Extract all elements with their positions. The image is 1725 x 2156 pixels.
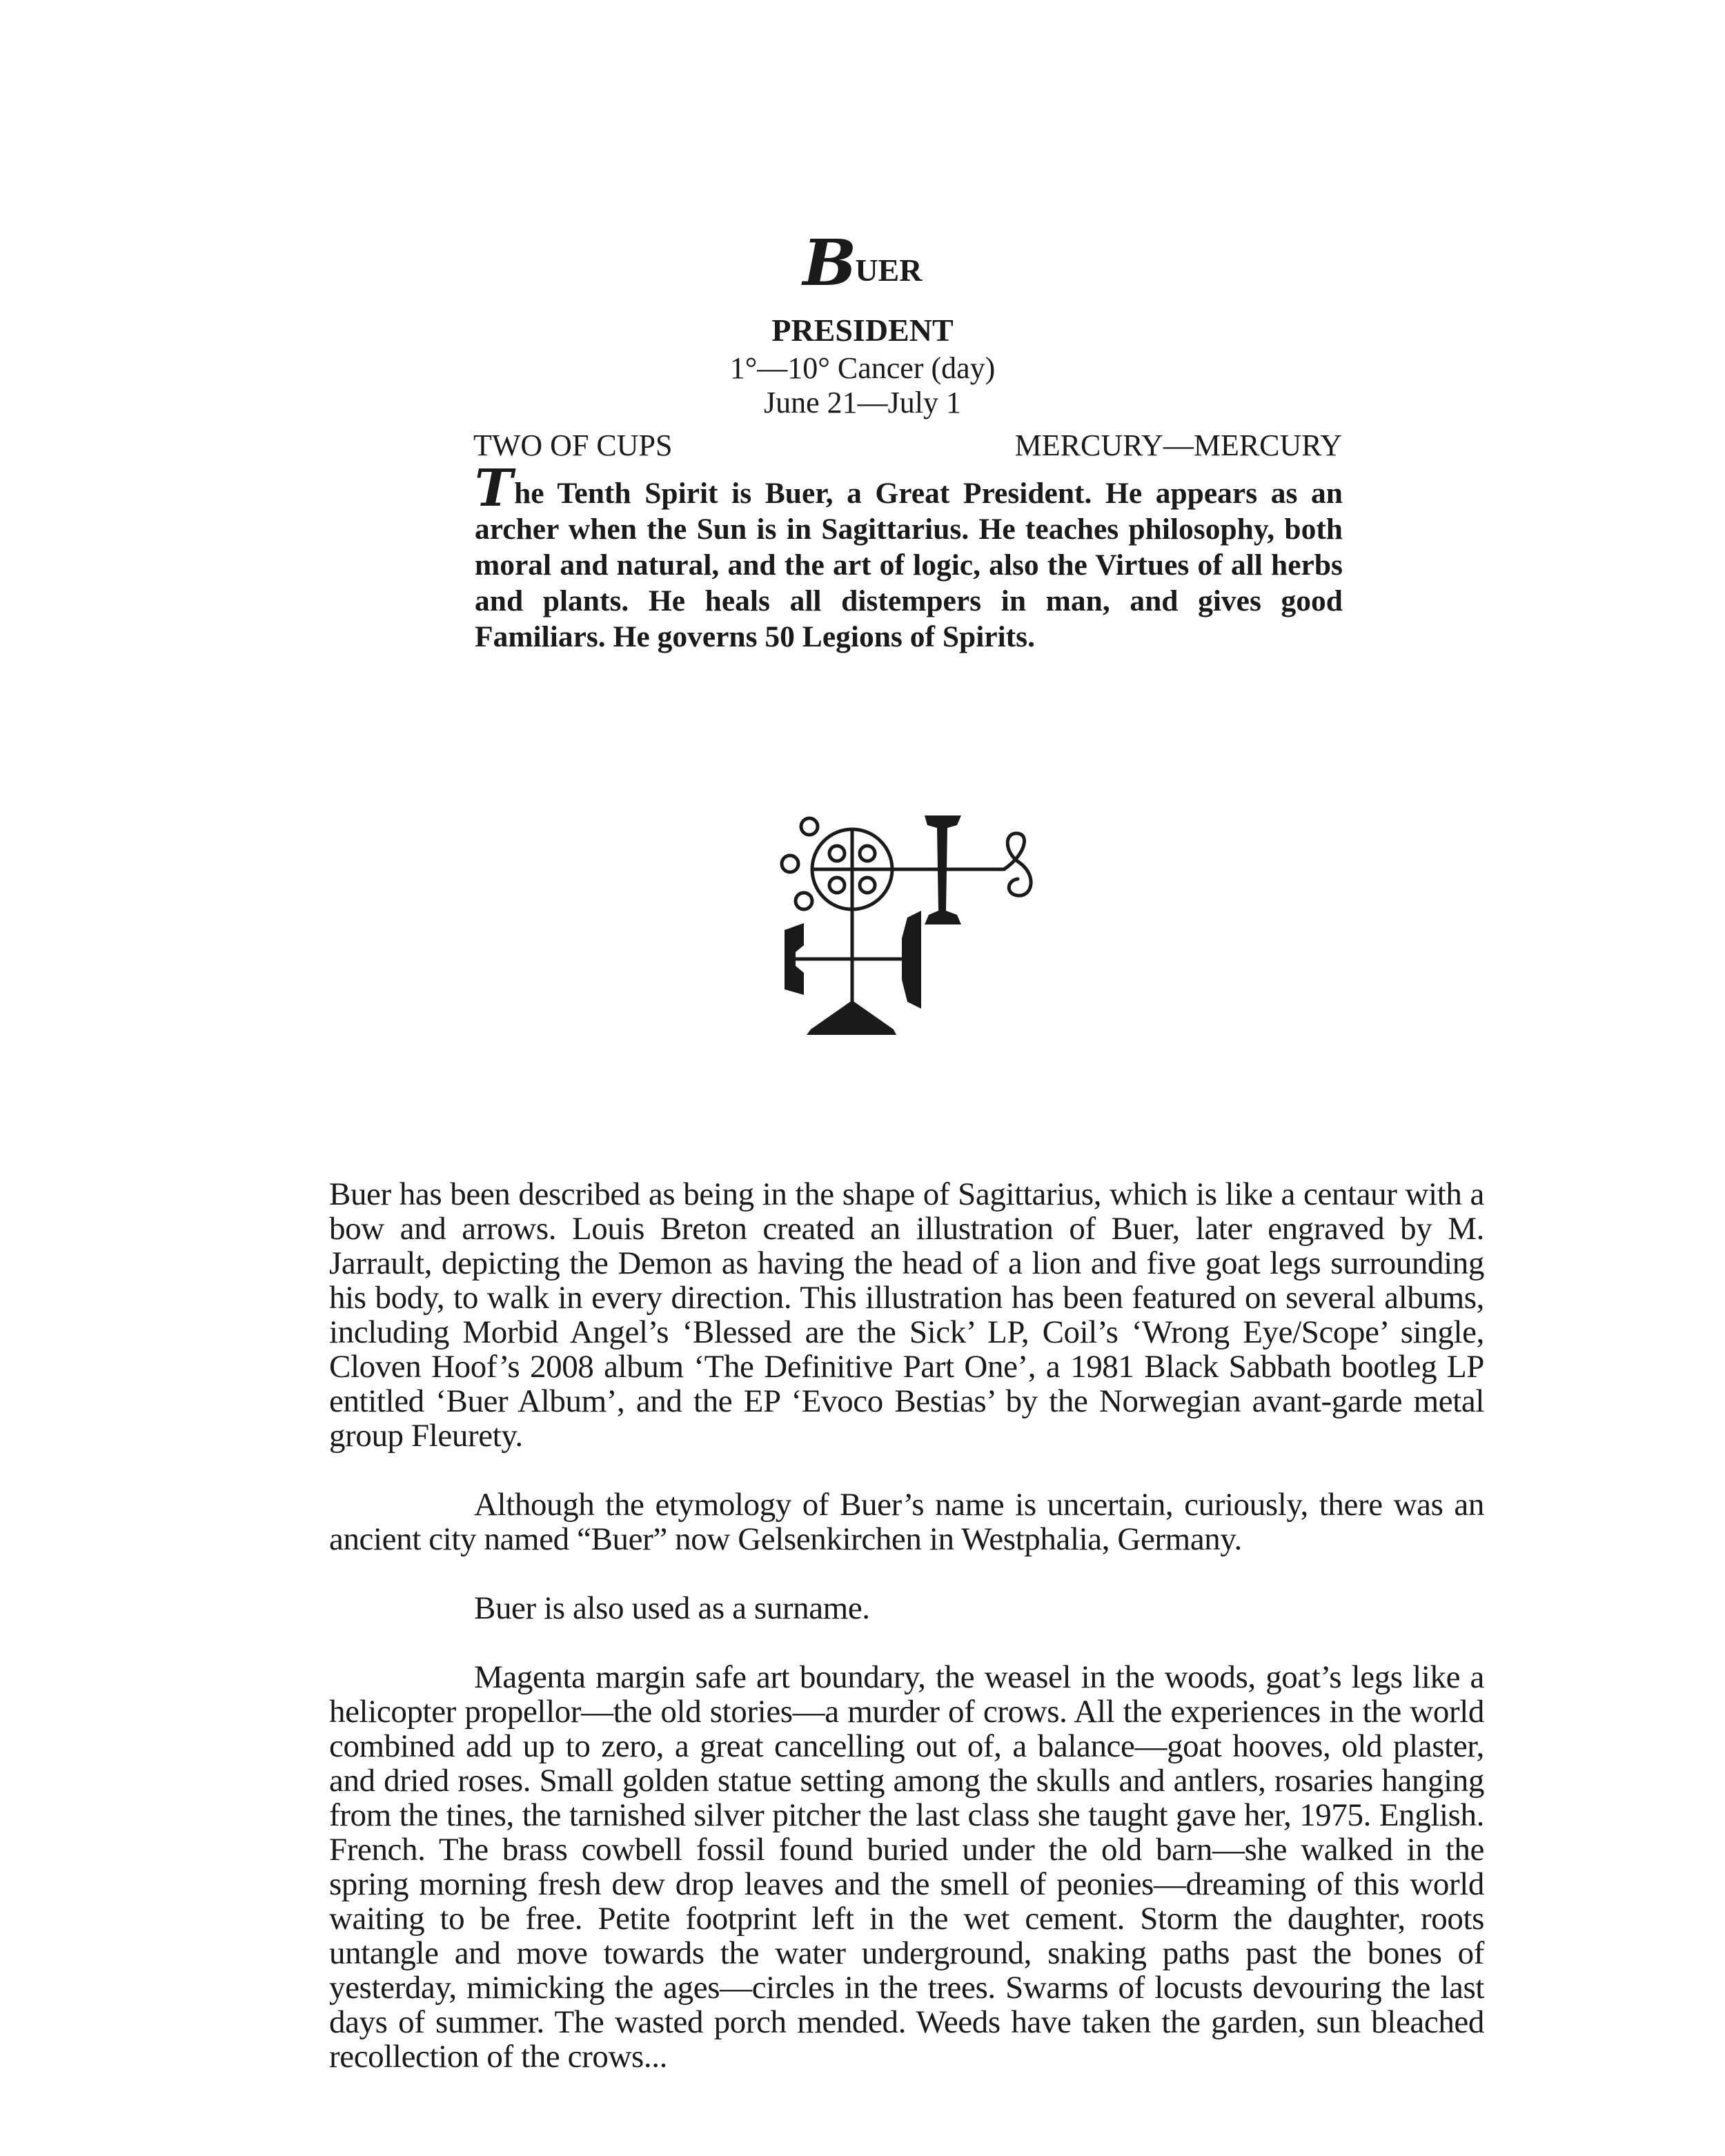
commentary-paragraph-4: Magenta margin safe art boundary, the weasel in the woods, goat’s legs like a helicopter propellor—the old stories—a murder of crows. All the experiences in the world combined add up to zero, a great cancelling out of, a balance—goat hooves, old plaster, and dried roses. Small golden statue setting among the skulls and antlers, rosaries hanging from the tines, the tarnished silver pitcher the last class she taught gave her, 1975. English. French. The brass cowbell fossil found buried under the old barn—she walked in the spring morning fresh dew drop leaves and the smell of peonies—dreaming of this world waiting to be free. Petite footprint left in the wet cement. Storm the daughter, roots untangle and move towards the water underground, snaking paths past the bones of yesterday, mimicking the ages—circles in the trees. Swarms of locusts devouring the last days of summer. The wasted porch mended. Weeds have taken the garden, sun bleached recollection of the crows... (329, 1659, 1484, 2075)
grimoire-text: he Tenth Spirit is Buer, a Great President. He appears as an archer when the Sun is in Sagittarius. He teaches philosophy, both moral and natural, and the art of logic, also the Virtues of all herbs and plants. He heals all distempers in man, and gives good Familiars. He governs 50 Legions of Spirits. (475, 477, 1343, 653)
spirit-rank: PRESIDENT (771, 313, 954, 348)
title-rest: UER (855, 253, 923, 288)
zodiac-degrees: 1°—10° Cancer (day) (729, 351, 996, 385)
grimoire-description (475, 459, 1343, 655)
commentary-paragraph-1: Buer has been described as being in the shape of Sagittarius, which is like a centaur with a bow and arrows. Louis Breton created an illustration of Buer, later engraved by M. Jarrault, depicting the Demon as having the head of a lion and five goat legs surrounding his body, to walk in every direction. This illustration has been featured on several albums, including Morbid Angel’s ‘Blessed are the Sick’ LP, Coil’s ‘Wrong Eye/Scope’ single, Cloven Hoof’s 2008 album ‘The Definitive Part One’, a 1981 Black Sabbath bootleg LP entitled ‘Buer Album’, and the EP ‘Evoco Bestias’ by the Norwegian avant-garde metal group Fleurety. (329, 1176, 1484, 1454)
date-range: June 21—July 1 (764, 386, 961, 419)
spirit-title (724, 226, 1000, 300)
commentary-paragraph-3: Buer is also used as a surname. (474, 1590, 870, 1626)
tarot-correspondence: TWO OF CUPS (473, 428, 673, 462)
title-initial: B (802, 226, 856, 300)
planet-correspondence: MERCURY—MERCURY (1014, 428, 1342, 462)
commentary-paragraph-2: Although the etymology of Buer’s name is uncertain, curiously, there was an ancient city named “Buer” now Gelsenkirchen in Westphalia, Germany. (329, 1487, 1484, 1557)
buer-seal-sigil-icon (776, 814, 1052, 1042)
grimoire-drop-cap: T (475, 459, 513, 518)
